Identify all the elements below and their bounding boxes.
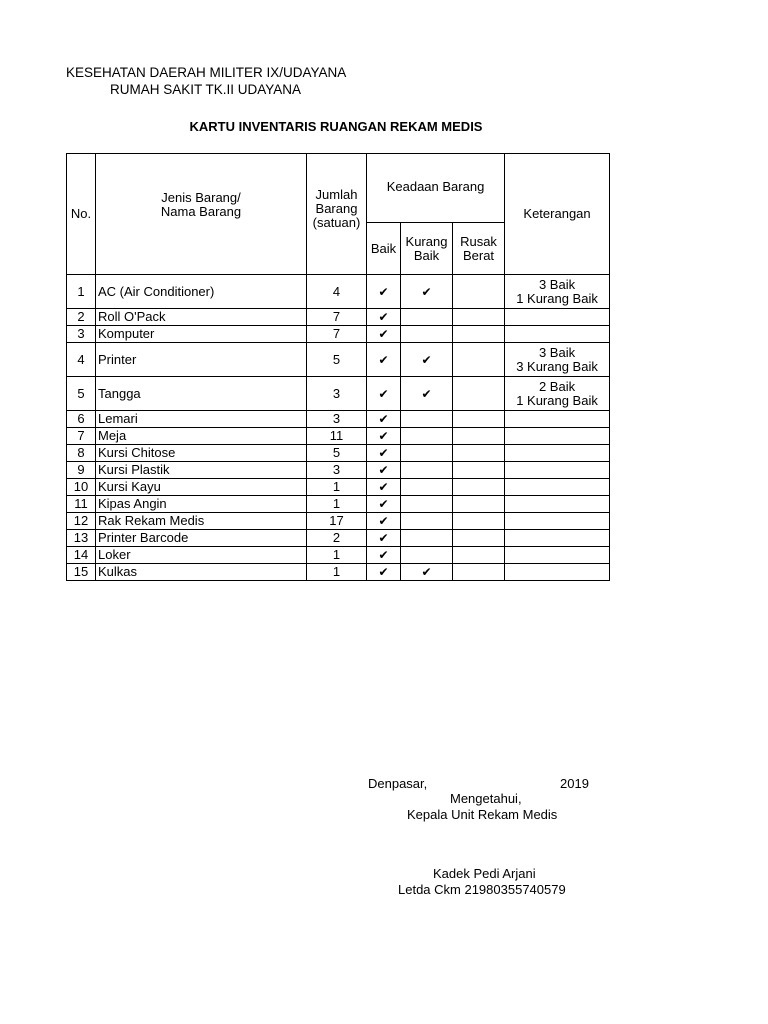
table-row	[67, 343, 610, 377]
row-jumlah: 5	[307, 445, 367, 462]
row-nama-barang: Kipas Angin	[96, 496, 307, 513]
col-header-no: No.	[67, 154, 96, 275]
row-rusak-check	[453, 377, 505, 411]
row-baik-check: ✔	[367, 530, 401, 547]
row-rusak-check	[453, 445, 505, 462]
row-rusak-check	[453, 411, 505, 428]
row-jumlah: 7	[307, 309, 367, 326]
row-rusak-check	[453, 496, 505, 513]
row-keterangan	[505, 462, 610, 479]
signature-rank-id: Letda Ckm 21980355740579	[398, 882, 566, 897]
row-baik-check: ✔	[367, 411, 401, 428]
row-rusak-check	[453, 462, 505, 479]
row-keterangan	[505, 326, 610, 343]
row-kurang-check: ✔	[401, 564, 453, 581]
table-row	[67, 496, 610, 513]
row-kurang-check	[401, 445, 453, 462]
table-row	[67, 326, 610, 343]
col-header-rusak-berat: Rusak Berat	[453, 223, 505, 275]
col-header-baik: Baik	[367, 223, 401, 275]
row-jumlah: 1	[307, 564, 367, 581]
row-keterangan	[505, 309, 610, 326]
row-no: 11	[67, 496, 96, 513]
table-row	[67, 377, 610, 411]
row-kurang-check: ✔	[401, 343, 453, 377]
table-row	[67, 479, 610, 496]
row-nama-barang: Rak Rekam Medis	[96, 513, 307, 530]
row-no: 2	[67, 309, 96, 326]
row-keterangan	[505, 530, 610, 547]
row-nama-barang: Kursi Chitose	[96, 445, 307, 462]
keterangan-line: 2 Baik	[538, 378, 576, 394]
row-no: 3	[67, 326, 96, 343]
row-nama-barang: Tangga	[96, 377, 307, 411]
row-nama-barang: Loker	[96, 547, 307, 564]
row-kurang-check: ✔	[401, 377, 453, 411]
col-header-kurang-baik: Kurang Baik	[401, 223, 453, 275]
row-no: 15	[67, 564, 96, 581]
row-no: 1	[67, 275, 96, 309]
row-nama-barang: Lemari	[96, 411, 307, 428]
col-header-keadaan-barang: Keadaan Barang	[367, 154, 505, 223]
col-header-keterangan: Keterangan	[505, 154, 610, 275]
row-keterangan	[505, 377, 610, 411]
row-nama-barang: AC (Air Conditioner)	[96, 275, 307, 309]
row-baik-check: ✔	[367, 479, 401, 496]
keterangan-line: 3 Baik	[538, 276, 576, 292]
row-rusak-check	[453, 343, 505, 377]
row-no: 6	[67, 411, 96, 428]
row-baik-check: ✔	[367, 496, 401, 513]
row-jumlah: 1	[307, 479, 367, 496]
row-kurang-check	[401, 530, 453, 547]
row-rusak-check	[453, 309, 505, 326]
inventory-table-body	[67, 275, 610, 581]
row-keterangan	[505, 343, 610, 377]
row-kurang-check	[401, 479, 453, 496]
row-no: 5	[67, 377, 96, 411]
row-rusak-check	[453, 530, 505, 547]
inventory-table	[66, 153, 610, 581]
table-row	[67, 309, 610, 326]
row-keterangan	[505, 564, 610, 581]
row-rusak-check	[453, 428, 505, 445]
row-baik-check: ✔	[367, 428, 401, 445]
table-row	[67, 513, 610, 530]
row-no: 8	[67, 445, 96, 462]
table-row	[67, 462, 610, 479]
row-jumlah: 2	[307, 530, 367, 547]
institution-line-1: KESEHATAN DAERAH MILITER IX/UDAYANA	[66, 65, 347, 80]
signature-name: Kadek Pedi Arjani	[433, 866, 536, 881]
row-no: 14	[67, 547, 96, 564]
row-nama-barang: Roll O'Pack	[96, 309, 307, 326]
row-no: 9	[67, 462, 96, 479]
row-kurang-check	[401, 496, 453, 513]
row-nama-barang: Meja	[96, 428, 307, 445]
row-kurang-check	[401, 547, 453, 564]
row-rusak-check	[453, 326, 505, 343]
table-row	[67, 411, 610, 428]
table-row	[67, 547, 610, 564]
row-no: 7	[67, 428, 96, 445]
row-keterangan	[505, 275, 610, 309]
row-baik-check: ✔	[367, 513, 401, 530]
row-kurang-check: ✔	[401, 275, 453, 309]
keterangan-line: 1 Kurang Baik	[516, 392, 598, 408]
row-baik-check: ✔	[367, 343, 401, 377]
row-no: 10	[67, 479, 96, 496]
row-kurang-check	[401, 513, 453, 530]
row-nama-barang: Komputer	[96, 326, 307, 343]
row-baik-check: ✔	[367, 275, 401, 309]
row-jumlah: 3	[307, 377, 367, 411]
signature-known: Mengetahui,	[450, 791, 522, 806]
row-nama-barang: Kursi Kayu	[96, 479, 307, 496]
row-no: 4	[67, 343, 96, 377]
row-keterangan	[505, 496, 610, 513]
row-rusak-check	[453, 547, 505, 564]
row-baik-check: ✔	[367, 547, 401, 564]
row-jumlah: 3	[307, 462, 367, 479]
row-baik-check: ✔	[367, 564, 401, 581]
row-rusak-check	[453, 479, 505, 496]
row-jumlah: 5	[307, 343, 367, 377]
keterangan-line: 3 Baik	[538, 344, 576, 360]
row-keterangan	[505, 411, 610, 428]
row-jumlah: 4	[307, 275, 367, 309]
row-jumlah: 1	[307, 496, 367, 513]
table-row	[67, 445, 610, 462]
row-rusak-check	[453, 275, 505, 309]
row-baik-check: ✔	[367, 445, 401, 462]
row-keterangan	[505, 445, 610, 462]
row-kurang-check	[401, 326, 453, 343]
row-jumlah: 17	[307, 513, 367, 530]
signature-position: Kepala Unit Rekam Medis	[407, 807, 558, 822]
row-baik-check: ✔	[367, 377, 401, 411]
row-no: 13	[67, 530, 96, 547]
table-row	[67, 428, 610, 445]
row-kurang-check	[401, 309, 453, 326]
row-keterangan	[505, 513, 610, 530]
keterangan-line: 1 Kurang Baik	[516, 290, 598, 306]
row-no: 12	[67, 513, 96, 530]
row-keterangan	[505, 428, 610, 445]
row-baik-check: ✔	[367, 462, 401, 479]
keterangan-line: 3 Kurang Baik	[516, 358, 598, 374]
signature-place: Denpasar,	[368, 776, 428, 791]
row-rusak-check	[453, 564, 505, 581]
signature-year: 2019	[560, 776, 589, 791]
row-keterangan	[505, 479, 610, 496]
document-title: KARTU INVENTARIS RUANGAN REKAM MEDIS	[189, 119, 483, 134]
row-jumlah: 7	[307, 326, 367, 343]
institution-line-2: RUMAH SAKIT TK.II UDAYANA	[110, 82, 302, 97]
row-kurang-check	[401, 428, 453, 445]
row-nama-barang: Printer Barcode	[96, 530, 307, 547]
row-jumlah: 3	[307, 411, 367, 428]
col-header-jenis-barang: Jenis Barang/ Nama Barang	[96, 154, 307, 275]
row-kurang-check	[401, 411, 453, 428]
row-rusak-check	[453, 513, 505, 530]
row-baik-check: ✔	[367, 326, 401, 343]
row-kurang-check	[401, 462, 453, 479]
row-keterangan	[505, 547, 610, 564]
table-row	[67, 275, 610, 309]
row-baik-check: ✔	[367, 309, 401, 326]
table-row	[67, 530, 610, 547]
row-jumlah: 11	[307, 428, 367, 445]
table-row	[67, 564, 610, 581]
row-jumlah: 1	[307, 547, 367, 564]
row-nama-barang: Printer	[96, 343, 307, 377]
col-header-jumlah: Jumlah Barang (satuan)	[307, 154, 367, 275]
row-nama-barang: Kulkas	[96, 564, 307, 581]
row-nama-barang: Kursi Plastik	[96, 462, 307, 479]
